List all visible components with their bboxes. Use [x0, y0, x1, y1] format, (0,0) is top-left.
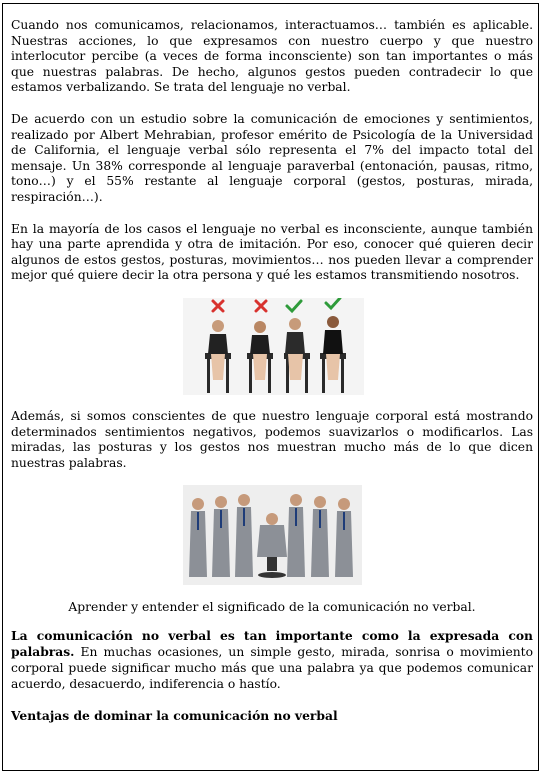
image-caption: Aprender y entender el significado de la comunicación no verbal.: [68, 600, 476, 615]
paragraph-3: En la mayoría de los casos el lenguaje no verbal es inconsciente, aunque también hay una parte aprendida y otra de imitación. Por eso, conocer qué quieren decir algunos de estos gestos, posturas, movimientos… nos pueden llevar a comprender mejor qué quiere decir la otra persona y qué les estamos transmitiendo nosotros.: [11, 221, 533, 283]
page-frame: [2, 3, 539, 771]
paragraph-5-bold: La comunicación no verbal es tan importante como la expresada con palabras.: [11, 627, 533, 660]
paragraph-5-rest: En muchas ocasiones, un simple gesto, mirada, sonrisa o movimiento corporal puede significar mucho más que una palabra ya que podemos comunicar acuerdo, desacuerdo, indiferencia o hastío.: [11, 645, 533, 691]
paragraph-5: [11, 628, 533, 692]
businessmen-group-image: [183, 485, 362, 585]
paragraph-1: Cuando nos comunicamos, relacionamos, interactuamos… también es aplicable. Nuestras acciones, lo que expresamos con nuestro cuerpo y que nuestro interlocutor percibe (a veces de forma inconsciente) son tan importantes o más que nuestras palabras. De hecho, algunos gestos pueden contradecir lo que estamos verbalizando. Se trata del lenguaje no verbal.: [11, 18, 533, 95]
document-body: [11, 18, 533, 724]
section-heading: Ventajas de dominar la comunicación no verbal: [11, 708, 338, 724]
seated-women-image: [183, 298, 364, 395]
paragraph-4: Además, si somos conscientes de que nuestro lenguaje corporal está mostrando determinados sentimientos negativos, podemos suavizarlos o modificarlos. Las miradas, las posturas y los gestos nos muestran mucho más de lo que dicen nuestras palabras.: [11, 408, 533, 470]
paragraph-2: De acuerdo con un estudio sobre la comunicación de emociones y sentimientos, realizado por Albert Mehrabian, profesor emérito de Psicología de la Universidad de California, el lenguaje verbal sólo representa el 7% del impacto total del mensaje. Un 38% corresponde al lenguaje paraverbal (entonación, pausas, ritmo, tono…) y el 55% restante al lenguaje corporal (gestos, posturas, mirada, respiración…).: [11, 111, 533, 204]
